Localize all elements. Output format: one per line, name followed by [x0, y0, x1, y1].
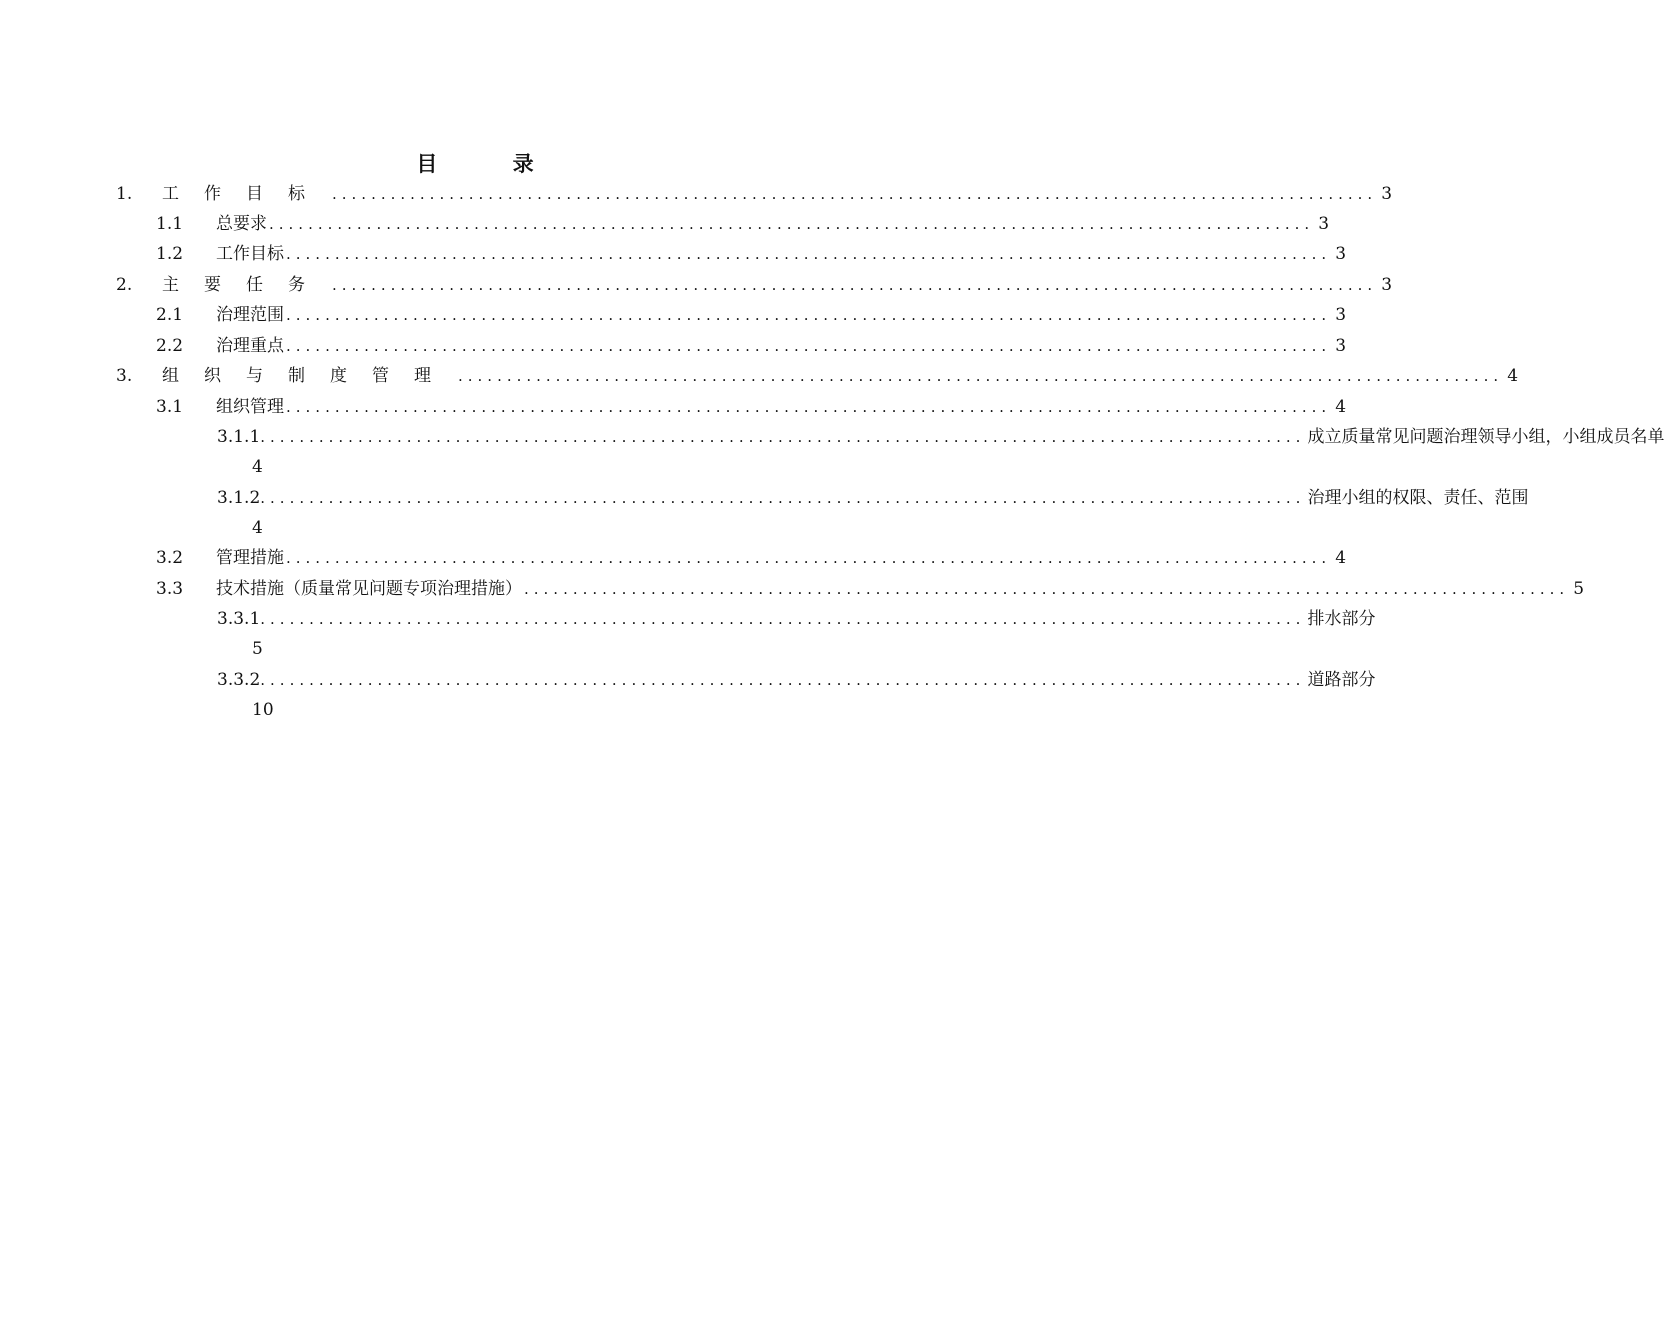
- toc-dot-leader: ...........................................................................................................: [260, 610, 1306, 628]
- toc-entry-label: 组织管理: [216, 397, 284, 417]
- toc-entry-page: 3: [1381, 275, 1393, 295]
- toc-entry-label: 管理措施: [216, 548, 284, 568]
- toc-entry-number: 3.3: [156, 579, 184, 599]
- toc-entry-page: 10: [252, 700, 274, 720]
- toc-entry-number: 2.: [116, 275, 133, 295]
- toc-entry-number: 3.1.1: [217, 427, 261, 447]
- toc-entry-label: 技术措施（质量常见问题专项治理措施）: [216, 579, 522, 599]
- toc-entry-page: 3: [1381, 184, 1393, 204]
- toc-dot-leader: ...........................................................................................................: [458, 367, 1504, 385]
- toc-entry[interactable]: [217, 607, 1376, 631]
- toc-entry-page: 5: [1573, 579, 1585, 599]
- toc-entry-label: 主要任务: [162, 275, 330, 295]
- toc-entry-page: 4: [1335, 397, 1347, 417]
- toc-dot-leader: ...........................................................................................................: [269, 215, 1315, 233]
- toc-entry-label: 治理小组的权限、责任、范围: [1307, 488, 1529, 508]
- toc-entry-page: 3: [1318, 214, 1330, 234]
- toc-entry-number: 2.2: [156, 336, 184, 356]
- toc-dot-leader: ...........................................................................................................: [260, 428, 1306, 446]
- toc-entry[interactable]: [116, 364, 1519, 388]
- toc-entry[interactable]: [156, 546, 1347, 570]
- toc-entry-number: 3.: [116, 366, 133, 386]
- toc-dot-leader: ...........................................................................................................: [286, 245, 1332, 263]
- toc-entry-label: 道路部分: [1307, 670, 1376, 690]
- toc-entry-page: 4: [1335, 548, 1347, 568]
- toc-entry-label: 成立质量常见问题治理领导小组，小组成员名单: [1307, 427, 1664, 447]
- toc-dot-leader: ...........................................................................................................: [332, 185, 1378, 203]
- toc-dot-leader: ...........................................................................................................: [260, 671, 1306, 689]
- toc-entry-page: 4: [252, 457, 263, 477]
- toc-entry-label: 工作目标: [162, 184, 330, 204]
- toc-dot-leader: ...........................................................................................................: [260, 489, 1306, 507]
- toc-entry[interactable]: [156, 242, 1347, 266]
- toc-entry-number: 3.1: [156, 397, 184, 417]
- toc-entry-page: 5: [252, 639, 263, 659]
- toc-dot-leader: ...........................................................................................................: [524, 580, 1570, 598]
- toc-entry[interactable]: [217, 486, 1529, 510]
- toc-entry-number: 3.3.2: [217, 670, 261, 690]
- toc-dot-leader: ...........................................................................................................: [332, 276, 1378, 294]
- toc-entry-number: 1.2: [156, 244, 184, 264]
- toc-entry-label: 治理范围: [216, 305, 284, 325]
- toc-entry[interactable]: [156, 395, 1347, 419]
- toc-entry[interactable]: [116, 273, 1393, 297]
- toc-entry[interactable]: [156, 212, 1330, 236]
- toc-entry[interactable]: [156, 334, 1347, 358]
- toc-entry-page: 4: [252, 518, 263, 538]
- toc-entry-number: 3.3.1: [217, 609, 261, 629]
- toc-entry[interactable]: [156, 303, 1347, 327]
- toc-entry-label: 工作目标: [216, 244, 284, 264]
- toc-entry-number: 1.: [116, 184, 133, 204]
- toc-entry[interactable]: [116, 182, 1393, 206]
- toc-dot-leader: ...........................................................................................................: [286, 306, 1332, 324]
- toc-dot-leader: ...........................................................................................................: [286, 398, 1332, 416]
- toc-entry-number: 1.1: [156, 214, 184, 234]
- toc-entry-page: 4: [1507, 366, 1519, 386]
- toc-entry-label: 组织与制度管理: [162, 366, 456, 386]
- toc-title: 目 录: [416, 151, 568, 176]
- toc-entry-page: 3: [1335, 244, 1347, 264]
- toc-dot-leader: ...........................................................................................................: [286, 549, 1332, 567]
- toc-dot-leader: ...........................................................................................................: [286, 337, 1332, 355]
- toc-entry-number: 3.1.2: [217, 488, 261, 508]
- toc-entry-label: 排水部分: [1307, 609, 1376, 629]
- toc-entry[interactable]: [156, 577, 1585, 601]
- toc-entry[interactable]: [217, 425, 1664, 449]
- toc-entry-label: 治理重点: [216, 336, 284, 356]
- toc-entry-label: 总要求: [216, 214, 267, 234]
- toc-entry-number: 3.2: [156, 548, 184, 568]
- toc-entry-page: 3: [1335, 305, 1347, 325]
- toc-entry[interactable]: [217, 668, 1376, 692]
- toc-entry-page: 3: [1335, 336, 1347, 356]
- toc-entry-number: 2.1: [156, 305, 184, 325]
